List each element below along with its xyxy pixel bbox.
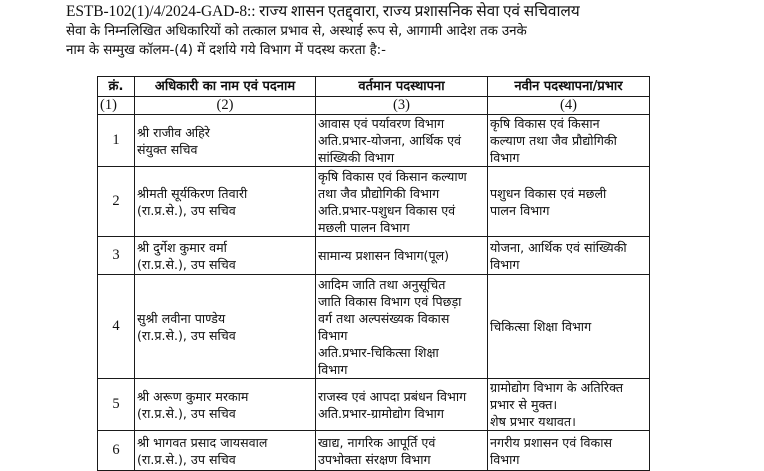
header-current-posting: वर्तमान पदस्थापना bbox=[316, 77, 488, 97]
officer-designation: (रा.प्र.से.), उप सचिव bbox=[137, 405, 236, 421]
table-row bbox=[98, 275, 650, 379]
new-posting-line: विभाग bbox=[490, 451, 520, 467]
serial-number: 6 bbox=[98, 431, 135, 471]
current-posting-line: सांख्यिकी विभाग bbox=[318, 150, 395, 165]
current-posting-cell bbox=[316, 115, 488, 167]
column-number: (2) bbox=[135, 97, 316, 115]
table-row bbox=[98, 167, 650, 237]
officer-name-cell bbox=[135, 379, 316, 431]
table-row bbox=[98, 431, 650, 471]
column-number: (1) bbox=[98, 97, 135, 115]
current-posting-line: अति.प्रभार-योजना, आर्थिक एवं bbox=[318, 133, 462, 148]
table-row bbox=[98, 379, 650, 431]
officer-name: श्रीमती सूर्यकिरण तिवारी bbox=[137, 185, 248, 201]
serial-number: 1 bbox=[98, 115, 135, 167]
new-posting-line: शेष प्रभार यथावत। bbox=[490, 414, 576, 429]
current-posting-cell bbox=[316, 431, 488, 471]
current-posting-line: कृषि विकास एवं किसान कल्याण bbox=[318, 168, 467, 184]
new-posting-line: योजना, आर्थिक एवं सांख्यिकी bbox=[490, 239, 627, 255]
current-posting-line: विभाग bbox=[318, 327, 348, 343]
new-posting-cell bbox=[488, 379, 650, 431]
new-posting-cell bbox=[488, 431, 650, 471]
new-posting-cell bbox=[488, 275, 650, 379]
current-posting-line: वर्ग तथा अल्पसंख्यक विकास bbox=[318, 310, 450, 326]
new-posting-cell bbox=[488, 237, 650, 275]
officer-name: श्री दुर्गेश कुमार वर्मा bbox=[137, 239, 227, 255]
serial-number: 4 bbox=[98, 275, 135, 379]
officer-name-cell bbox=[135, 431, 316, 471]
table-row bbox=[98, 237, 650, 275]
new-posting-cell bbox=[488, 167, 650, 237]
officer-name: श्री राजीव अहिरे bbox=[137, 124, 210, 140]
serial-number: 2 bbox=[98, 167, 135, 237]
officer-name-cell bbox=[135, 237, 316, 275]
current-posting-cell bbox=[316, 379, 488, 431]
officer-name: श्री अरूण कुमार मरकाम bbox=[137, 388, 249, 404]
table-header-row bbox=[98, 77, 650, 97]
current-posting-line: आदिम जाति तथा अनुसूचित bbox=[318, 276, 446, 292]
serial-number: 5 bbox=[98, 379, 135, 431]
serial-number: 3 bbox=[98, 237, 135, 275]
current-posting-cell bbox=[316, 167, 488, 237]
current-posting-line: जाति विकास विभाग एवं पिछड़ा bbox=[318, 293, 462, 309]
new-posting-line: नगरीय प्रशासन एवं विकास bbox=[490, 434, 612, 450]
new-posting-line: पालन विभाग bbox=[490, 202, 550, 218]
officer-designation: (रा.प्र.से.), उप सचिव bbox=[137, 327, 236, 343]
new-posting-line: कल्याण तथा जैव प्रौद्योगिकी bbox=[490, 133, 617, 148]
intro-line: नाम के सम्मुख कॉलम-(4) में दर्शाये गये विभाग में पदस्थ करता है:- bbox=[66, 43, 386, 58]
new-posting-cell bbox=[488, 115, 650, 167]
current-posting-cell bbox=[316, 237, 488, 275]
column-number: (4) bbox=[488, 97, 650, 115]
current-posting-line: अति.प्रभार-पशुधन विकास एवं bbox=[318, 202, 456, 218]
intro-line: ESTB-102(1)/4/2024-GAD-8:: राज्य शासन एतद्द्वारा, राज्य प्रशासनिक सेवा एवं सचिवालय bbox=[66, 3, 580, 20]
current-posting-line: सामान्य प्रशासन विभाग(पूल) bbox=[318, 248, 450, 263]
header-serial: क्रं. bbox=[98, 77, 135, 97]
table-row bbox=[98, 115, 650, 167]
current-posting-line: तथा जैव प्रौद्योगिकी विभाग bbox=[318, 185, 440, 201]
new-posting-line: ग्रामोद्योग विभाग के अतिरिक्त bbox=[490, 380, 623, 395]
officer-name: श्री भागवत प्रसाद जायसवाल bbox=[137, 434, 268, 450]
new-posting-line: विभाग bbox=[490, 256, 520, 272]
officer-name-cell bbox=[135, 275, 316, 379]
order-intro-paragraph bbox=[66, 2, 666, 61]
column-number-row bbox=[98, 97, 650, 115]
header-officer-name: अधिकारी का नाम एवं पदनाम bbox=[135, 77, 316, 97]
current-posting-line: आवास एवं पर्यावरण विभाग bbox=[318, 116, 445, 131]
officer-name-cell bbox=[135, 167, 316, 237]
officer-name: सुश्री लवीना पाण्डेय bbox=[137, 310, 226, 326]
current-posting-line: खाद्य, नागरिक आपूर्ति एवं bbox=[318, 434, 436, 450]
current-posting-line: मछली पालन विभाग bbox=[318, 219, 410, 235]
officer-designation: (रा.प्र.से.), उप सचिव bbox=[137, 256, 236, 272]
current-posting-cell bbox=[316, 275, 488, 379]
new-posting-line: कृषि विकास एवं किसान bbox=[490, 116, 600, 131]
officer-name-cell bbox=[135, 115, 316, 167]
officer-designation: (रा.प्र.से.), उप सचिव bbox=[137, 451, 236, 467]
posting-orders-table bbox=[97, 76, 650, 471]
intro-line: सेवा के निम्नलिखित अधिकारियों को तत्काल प्रभाव से, अस्थाई रूप से, आगामी आदेश तक उनके bbox=[66, 23, 527, 39]
current-posting-line: अति.प्रभार-चिकित्सा शिक्षा bbox=[318, 344, 439, 360]
new-posting-line: चिकित्सा शिक्षा विभाग bbox=[490, 319, 592, 334]
officer-designation: (रा.प्र.से.), उप सचिव bbox=[137, 202, 236, 218]
officer-designation: संयुक्त सचिव bbox=[137, 141, 198, 157]
new-posting-line: पशुधन विकास एवं मछली bbox=[490, 185, 607, 201]
column-number: (3) bbox=[316, 97, 488, 115]
new-posting-line: प्रभार से मुक्त। bbox=[490, 397, 558, 412]
header-new-posting: नवीन पदस्थापना/प्रभार bbox=[488, 77, 650, 97]
current-posting-line: अति.प्रभार-ग्रामोद्योग विभाग bbox=[318, 405, 444, 421]
new-posting-line: विभाग bbox=[490, 150, 520, 165]
current-posting-line: विभाग bbox=[318, 361, 348, 377]
current-posting-line: राजस्व एवं आपदा प्रबंधन विभाग bbox=[318, 388, 467, 404]
current-posting-line: उपभोक्ता संरक्षण विभाग bbox=[318, 451, 431, 467]
